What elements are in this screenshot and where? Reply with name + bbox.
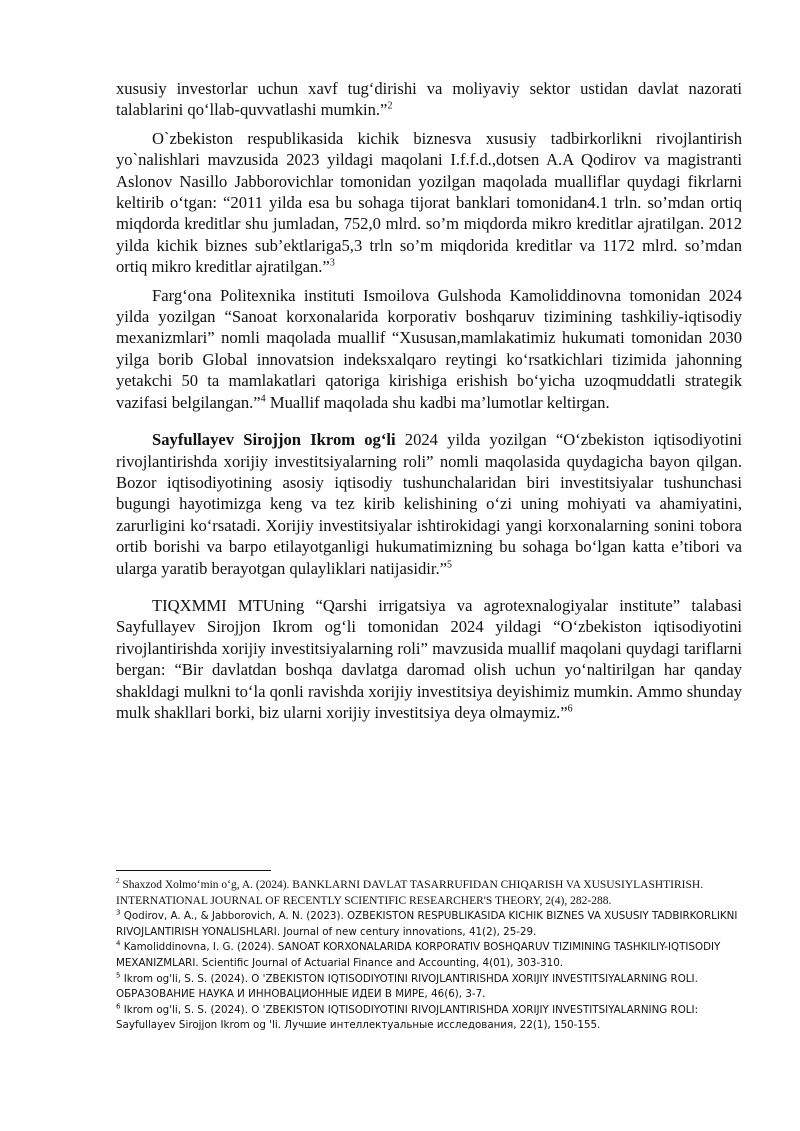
footnote-5: $^5$ Ikrom og'li, S. S. (2024). O 'ZBEKISTON IQTISODIYOTINI RIVOJLANTIRISHDA XORIJIY INVESTITSIYALARNING ROLI. ОБРАЗОВАНИЕ НАУКА И ИННОВАЦИОННЫЕ ИДЕИ В МИРЕ, 46(6), 3-7. <box>116 971 698 1001</box>
author-name: Sayfullayev Sirojjon Ikrom og‘li <box>152 430 396 450</box>
footnote-2: $^2$ Shaxzod Xolmo‘min o‘g, A. (2024). BANKLARNI DAVLAT TASARRUFIDAN CHIQARISH VA XUSUSIYLASHTIRISH. INTERNATIONAL JOURNAL OF RECENTLY SCIENTIFIC RESEARCHER'S THEORY, 2(4), 282-288. <box>116 877 704 907</box>
footnote-4: $^4$ Kamoliddinovna, I. G. (2024). SANOAT KORXONALARIDA KORPORATIV BOSHQARUV TIZIMINING TASHKILIY-IQTISODIY MEXANIZMLARI. Scientific Journal of Actuarial Finance and Accounting, 4(01), 303-310. <box>116 939 721 969</box>
footnote-ref-5[interactable]: 5 <box>447 559 452 570</box>
footnote-3: $^3$ Qodirov, A. A., & Jabborovich, A. N. (2023). OZBEKISTON RESPUBLIKASIDA KICHIK BIZNES VA XUSUSIY TADBIRKORLIKNI RIVOJLANTIRISH YONALISHLARI. Journal of new century innovations, 41(2), 25-29. <box>116 908 738 938</box>
footnote-separator <box>116 870 271 871</box>
paragraph-2: O`zbekiston respublikasida kichik biznesva xususiy tadbirkorlikni rivojlantirish yo`nalishlari mavzusida 2023 yildagi maqolani I.f.f.d.,dotsen A.A Qodirov va magistranti Aslonov Nasillo Jabborovichlar tomonidan yozilgan maqolada mualliflar quydagi fikrlarni keltirib o‘tgan: “2011 yilda esa bu sohaga tijorat banklari tomonidan4.1 trln. so’mdan ortiq miqdorda kreditlar shu jumladan, 752,0 mlrd. so’m miqdorda mikro kreditlar ajratilgan. 2012 yilda kichik biznes sub’ektlariga5,3 trln so’m miqdorida kreditlar va 1172 mlrd. so’mdan ortiq mikro kreditlar ajratilgan.”$^3$ <box>116 128 742 277</box>
paragraph-5: TIQXMMI MTUning “Qarshi irrigatsiya va agrotexnalogiyalar institute” talabasi Sayfullayev Sirojjon Ikrom og‘li tomonidan 2024 yildagi “O‘zbekiston iqtisodiyotini rivojlantirishda xorijiy investitsiyalarning roli” mavzusida muallif maqolani quydagi tariflarni bergan: “Bir davlatdan boshqa davlatga daromad olish uchun yo‘naltirilgan har qanday shakldagi mulkni to‘la qonli ravishda xorijiy investitsiya deyishimiz mumkin. Ammo shunday mulk shakllari borki, biz ularni xorijiy investitsiya deya olmaymiz.”$^6$ <box>116 595 742 722</box>
document-body <box>116 78 742 730</box>
paragraph-4: Sayfullayev Sirojjon Ikrom og‘li 2024 yilda yozilgan “O‘zbekiston iqtisodiyotini rivojlantirishda xorijiy investitsiyalarning roli” nomli maqolasida quydagicha bayon qilgan. Bozor iqtisodiyotining asosiy iqtisodiy tushunchalaridan biri investitsiyalar tushunchasi bugungi hayotimizga keng va tez kirib kelishining o‘zi uning mohiyati va ahamiyatini, zarurligini ko‘rsatadi. Xorijiy investitsiyalar ishtirokidagi yangi korxonalarning sonini tobora ortib borishi va barpo etilayotganligi hukumatimizning bu sohaga bo‘lgan katta e’tibori va ularga yaratib berayotgan qulayliklari natijasidir.”$^5$ <box>116 430 742 578</box>
footnote-ref-3[interactable]: 3 <box>329 257 335 269</box>
paragraph-1: xususiy investorlar uchun xavf tug‘dirishi va moliyaviy sektor ustidan davlat nazorati talablarini qo‘llab-quvvatlashi mumkin.”$^2$ <box>116 79 742 120</box>
footnotes <box>116 878 742 1034</box>
footnote-ref-6[interactable]: 6 <box>567 703 573 715</box>
paragraph-3: Farg‘ona Politexnika instituti Ismoilova Gulshoda Kamoliddinovna tomonidan 2024 yilda yozilgan “Sanoat korxonalarida korporativ boshqaruv tizimining tashkiliy-iqtisodiy mexanizmlari” nomli maqolada muallif “Xususan,mamlakatimiz hukumati tomonidan 2030 yilga borib Global innovatsion indeksxalqaro reytingi ko‘rsatkichlari tizimida jahonning yetakchi 50 ta mamlakatlari qatoriga kirishiga erishish bo‘yicha uzoqmuddatli strategik vazifasi belgilangan.”$^4$ Muallif maqolada shu kadbi ma’lumotlar keltirgan. <box>116 285 742 412</box>
footnote-ref-4[interactable]: 4 <box>260 393 266 405</box>
footnote-6: $^6$ Ikrom og'li, S. S. (2024). O 'ZBEKISTON IQTISODIYOTINI RIVOJLANTIRISHDA XORIJIY INVESTITSIYALARNING ROLI: Sayfullayev Sirojjon Ikrom og 'li. Лучшие интеллектуальные исследования, 22(1), 150-155. <box>116 1002 699 1032</box>
footnote-ref-2[interactable]: 2 <box>387 100 393 112</box>
